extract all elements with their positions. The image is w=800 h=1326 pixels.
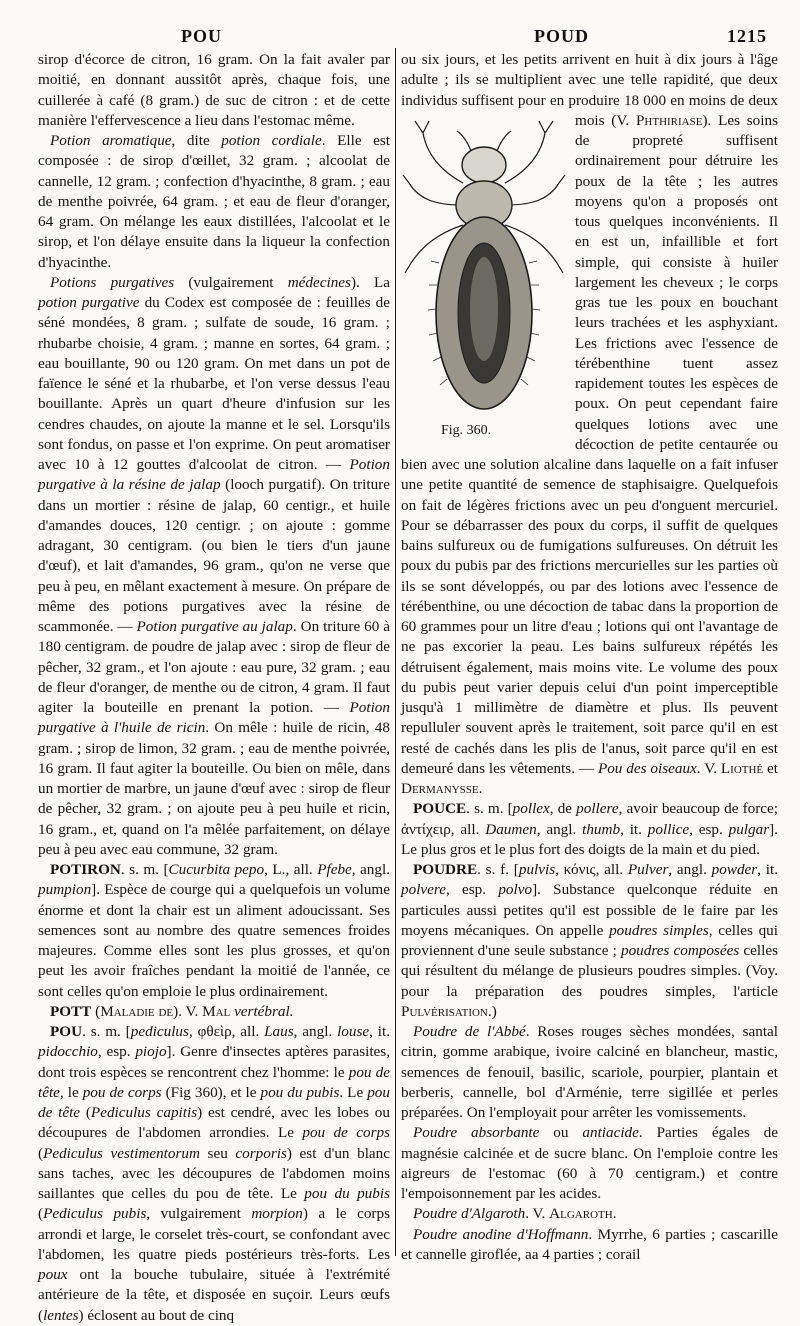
column-rule <box>395 48 396 1256</box>
entry-potiron: POTIRON. s. m. [Cucurbita pepo, L., all. Pfebe, angl. pumpion]. Espèce de courge qui a quelquefois un volume énorme et dont la chair est un aliment adoucissant. Ses semences sont au nombre des quatre semences froides majeures. Comme elles sont les plus grosses, et qu'on peut les avoir fraîches pendant la moitié de l'année, ce sont celles qu'on emploie le plus ordinairement. <box>38 861 391 1000</box>
entry-poudre-algaroth: Poudre d'Algaroth. V. Algaroth. <box>413 1205 617 1223</box>
entry-pott: POTT (Maladie de). V. Mal vertébral. <box>50 1002 294 1020</box>
entry-poudre-absorbante: Poudre absorbante ou antiacide. Parties égales de magnésie calcinée et de sucre blanc. On l'emploie contre les aigreurs de l'estomac (60 à 70 centigram.) et contre l'empoisonnement par les acides. <box>401 1124 778 1202</box>
figure-caption: Fig. 360. <box>441 422 492 438</box>
entry-poudre-anodine: Poudre anodine d'Hoffmann. Myrrhe, 6 parties ; cascarille et cannelle giroflée, aa 4 parties ; corail <box>401 1225 778 1263</box>
louse-engraving <box>401 113 567 441</box>
entry-pou: POU. s. m. [pediculus, φθεὶρ, all. Laus, angl. louse, it. pidocchio, esp. piojo]. Genre d'insectes aptères parasites, dont trois espèces se rencontrent chez l'homme: le pou de tête, le pou de corps (Fig 360), et le pou du pubis. Le pou de tête (Pediculus capitis) est cendré, avec les lobes ou découpures de l'abdomen arrondies. Le pou de corps (Pediculus vestimentorum seu corporis) est d'un blanc sans taches, avec les découpures de l'abdomen moins saillantes que celles du pou de tête. Le pou du pubis (Pediculus pubis, vulgairement morpion) a le corps arrondi et large, le corselet très-court, se confondant avec l'abdomen, les quatre pieds postérieurs très-forts. Les poux ont la bouche tubulaire, située à l'extrémité antérieure de la tête, et disposée en suçoir. Leurs œufs (lentes) éclosent au bout de cinq <box>38 1023 390 1324</box>
entry-potion-aromatique: Potion aromatique, dite potion cordiale. Elle est composée : de sirop d'œillet, 32 gram. ; alcoolat de cannelle, 12 gram. ; confection d'hyacinthe, 8 gram. ; eau de menthe poivrée, 64 gram. ; et eau de fleur d'oranger, 64 gram. On mélange les eaux distillées, l'alcoolat et le sirop, et l'on délaye ensuite dans la liqueur la confection d'hyacinthe. <box>38 132 391 271</box>
figure-360-louse-illustration <box>401 113 567 441</box>
page-number: 1215 <box>727 26 767 46</box>
paragraph-continued: ou six jours, et les petits arrivent en huit à dix jours à l'âge adulte ; ils se multiplient avec une telle rapidité, que deux individus suffisent pour en produire 18 000 en moins de deux mois (V. Phthiriase Fig. 360. ). Les soins de propreté suffisent ordinairement pour détruire les poux de la tête ; les autres moyens qu'on a proposés ont tous quelques inconvénients. Il en est un, infaillible et fort simple, qui consiste à huiler largement les cheveux ; le corps gras tue les poux en bouchant leurs trachées et les asphyxiant. Les frictions avec l'essence de térébenthine tuent assez rapidement toutes les espèces de poux. On peut cependant faire quelques lotions avec une décoction de petite centaurée ou bien avec une solution alcaline dans laquelle on a fait infuser une petite quantité de semence de staphisaigre. Quelquefois on fait de légères frictions avec un peu d'onguent mercuriel. Pour se débarrasser des poux du corps, il suffit de quelques bains sulfureux ou de fumigations sulfureuses. On détruit les poux du pubis par des frictions mercurielles sur les parties où ils se sont développés, ou par des lotions avec l'essence de térébenthine, ou une décoction de tabac dans la proportion de 60 grammes pour un litre d'eau ; lotions qui ont l'avantage de ne pas excorier la peau. Les bains sulfureux répétés les détruisent également, mais moins vite. Le volume des poux du pubis peut varier depuis celui d'un point imperceptible jusqu'à 1 millimètre de diamètre et plus. Ils peuvent repulluler souvent après le traitement, soit parce qu'il en est resté de cachés dans les plis de l'anus, soit parce qu'il en est demeuré dans les vêtements. — Pou des oiseaux. V. Liothé et Dermanysse. <box>401 51 779 797</box>
paragraph-continued: sirop d'écorce de citron, 16 gram. On la fait avaler par moitié, en donnant aussitôt après, chaque fois, une cuillerée à café (8 gram.) de suc de citron : et de cette manière l'effervescence a lieu dans l'estomac même. <box>38 51 390 129</box>
entry-potions-purgatives: Potions purgatives (vulgairement médecines). La potion purgative du Codex est composée de : feuilles de séné mondées, 8 gram. ; sulfate de soude, 16 gram. ; rhubarbe choisie, 4 gram. ; manne en sortes, 64 gram. ; eau bouillante, 90 ou 120 gram. On met dans un pot de faïence le séné et la rhubarbe, et l'on verse dessus l'eau bouillante. Après un quart d'heure d'infusion sur les cendres chaudes, on ajoute la manne et le sel. Lorsqu'ils sont fondus, on passe et l'on exprime. On peut aromatiser avec 10 à 12 gouttes d'alcoolat de citron. — Potion purgative à la résine de jalap (looch purgatif). On triture dans un mortier : résine de jalap, 60 centigr., et huile d'amandes douces, 120 centigr. ; on ajoute : gomme adragant, 30 centigram. (ou bien le tiers d'un jaune d'œuf), et lait d'amandes, 96 gram., qu'on ne verse que peu à peu, en mêlant exactement à mesure. On prépare de même des potions purgatives avec la résine de scammonée. — Potion purgative au jalap. On triture 60 à 180 centigram. de poudre de jalap avec : sirop de fleur de pêcher, 32 gram., et l'on ajoute : eau pure, 32 gram. ; eau de fleur d'oranger, de menthe ou de citron, 4 gram. Il faut agiter la bouteille en prenant la potion. — Potion purgative à l'huile de ricin. On mêle : huile de ricin, 48 gram. ; sirop de limon, 32 gram. ; eau de menthe poivrée, 16 gram. Il faut agiter la bouteille. Ou bien on mêle, dans un mortier de marbre, un jaune d'œuf avec : sirop de fleur de pêcher, 32 gram. ; on ajoute peu à peu huile et ricin, 16 gram., et, quand on l'a mêlée parfaitement, on délaye peu à peu avec eau commune, 32 gram. <box>38 273 390 858</box>
entry-pouce: POUCE. s. m. [pollex, de pollere, avoir beaucoup de force; ἀντίχειρ, all. Daumen, angl. thumb, it. pollice, esp. pulgar]. Le plus gros et le plus fort des doigts de la main et du pied. <box>401 800 778 858</box>
entry-poudre-abbe: Poudre de l'Abbé. Roses rouges sèches mondées, santal citrin, gomme arabique, ivoire calciné en blancheur, mastic, semences de fenouil, basilic, scariole, pourpier, plantain et berberis, cannelle, bol d'Arménie, terre sigillée et perles préparées. On l'employait pour arrêter les vomissements. <box>401 1023 778 1121</box>
running-head-right: POUD <box>534 26 589 46</box>
right-column <box>401 50 779 1263</box>
running-head-left: POU <box>181 26 222 46</box>
entry-poudre: POUDRE. s. f. [pulvis, κόνις, all. Pulver, angl. powder, it. polvere, esp. polvo]. Substance quelconque réduite en particules aussi petites qu'il est possible de le faire par les moyens mécaniques. On appelle poudres simples, celles qui proviennent d'une seule substance ; poudres composées celles qui résultent du mélange de plusieurs poudres simples. (Voy. pour la préparation des poudres simples, l'article Pulvérisation.) <box>401 861 778 1020</box>
left-column <box>38 50 391 1324</box>
